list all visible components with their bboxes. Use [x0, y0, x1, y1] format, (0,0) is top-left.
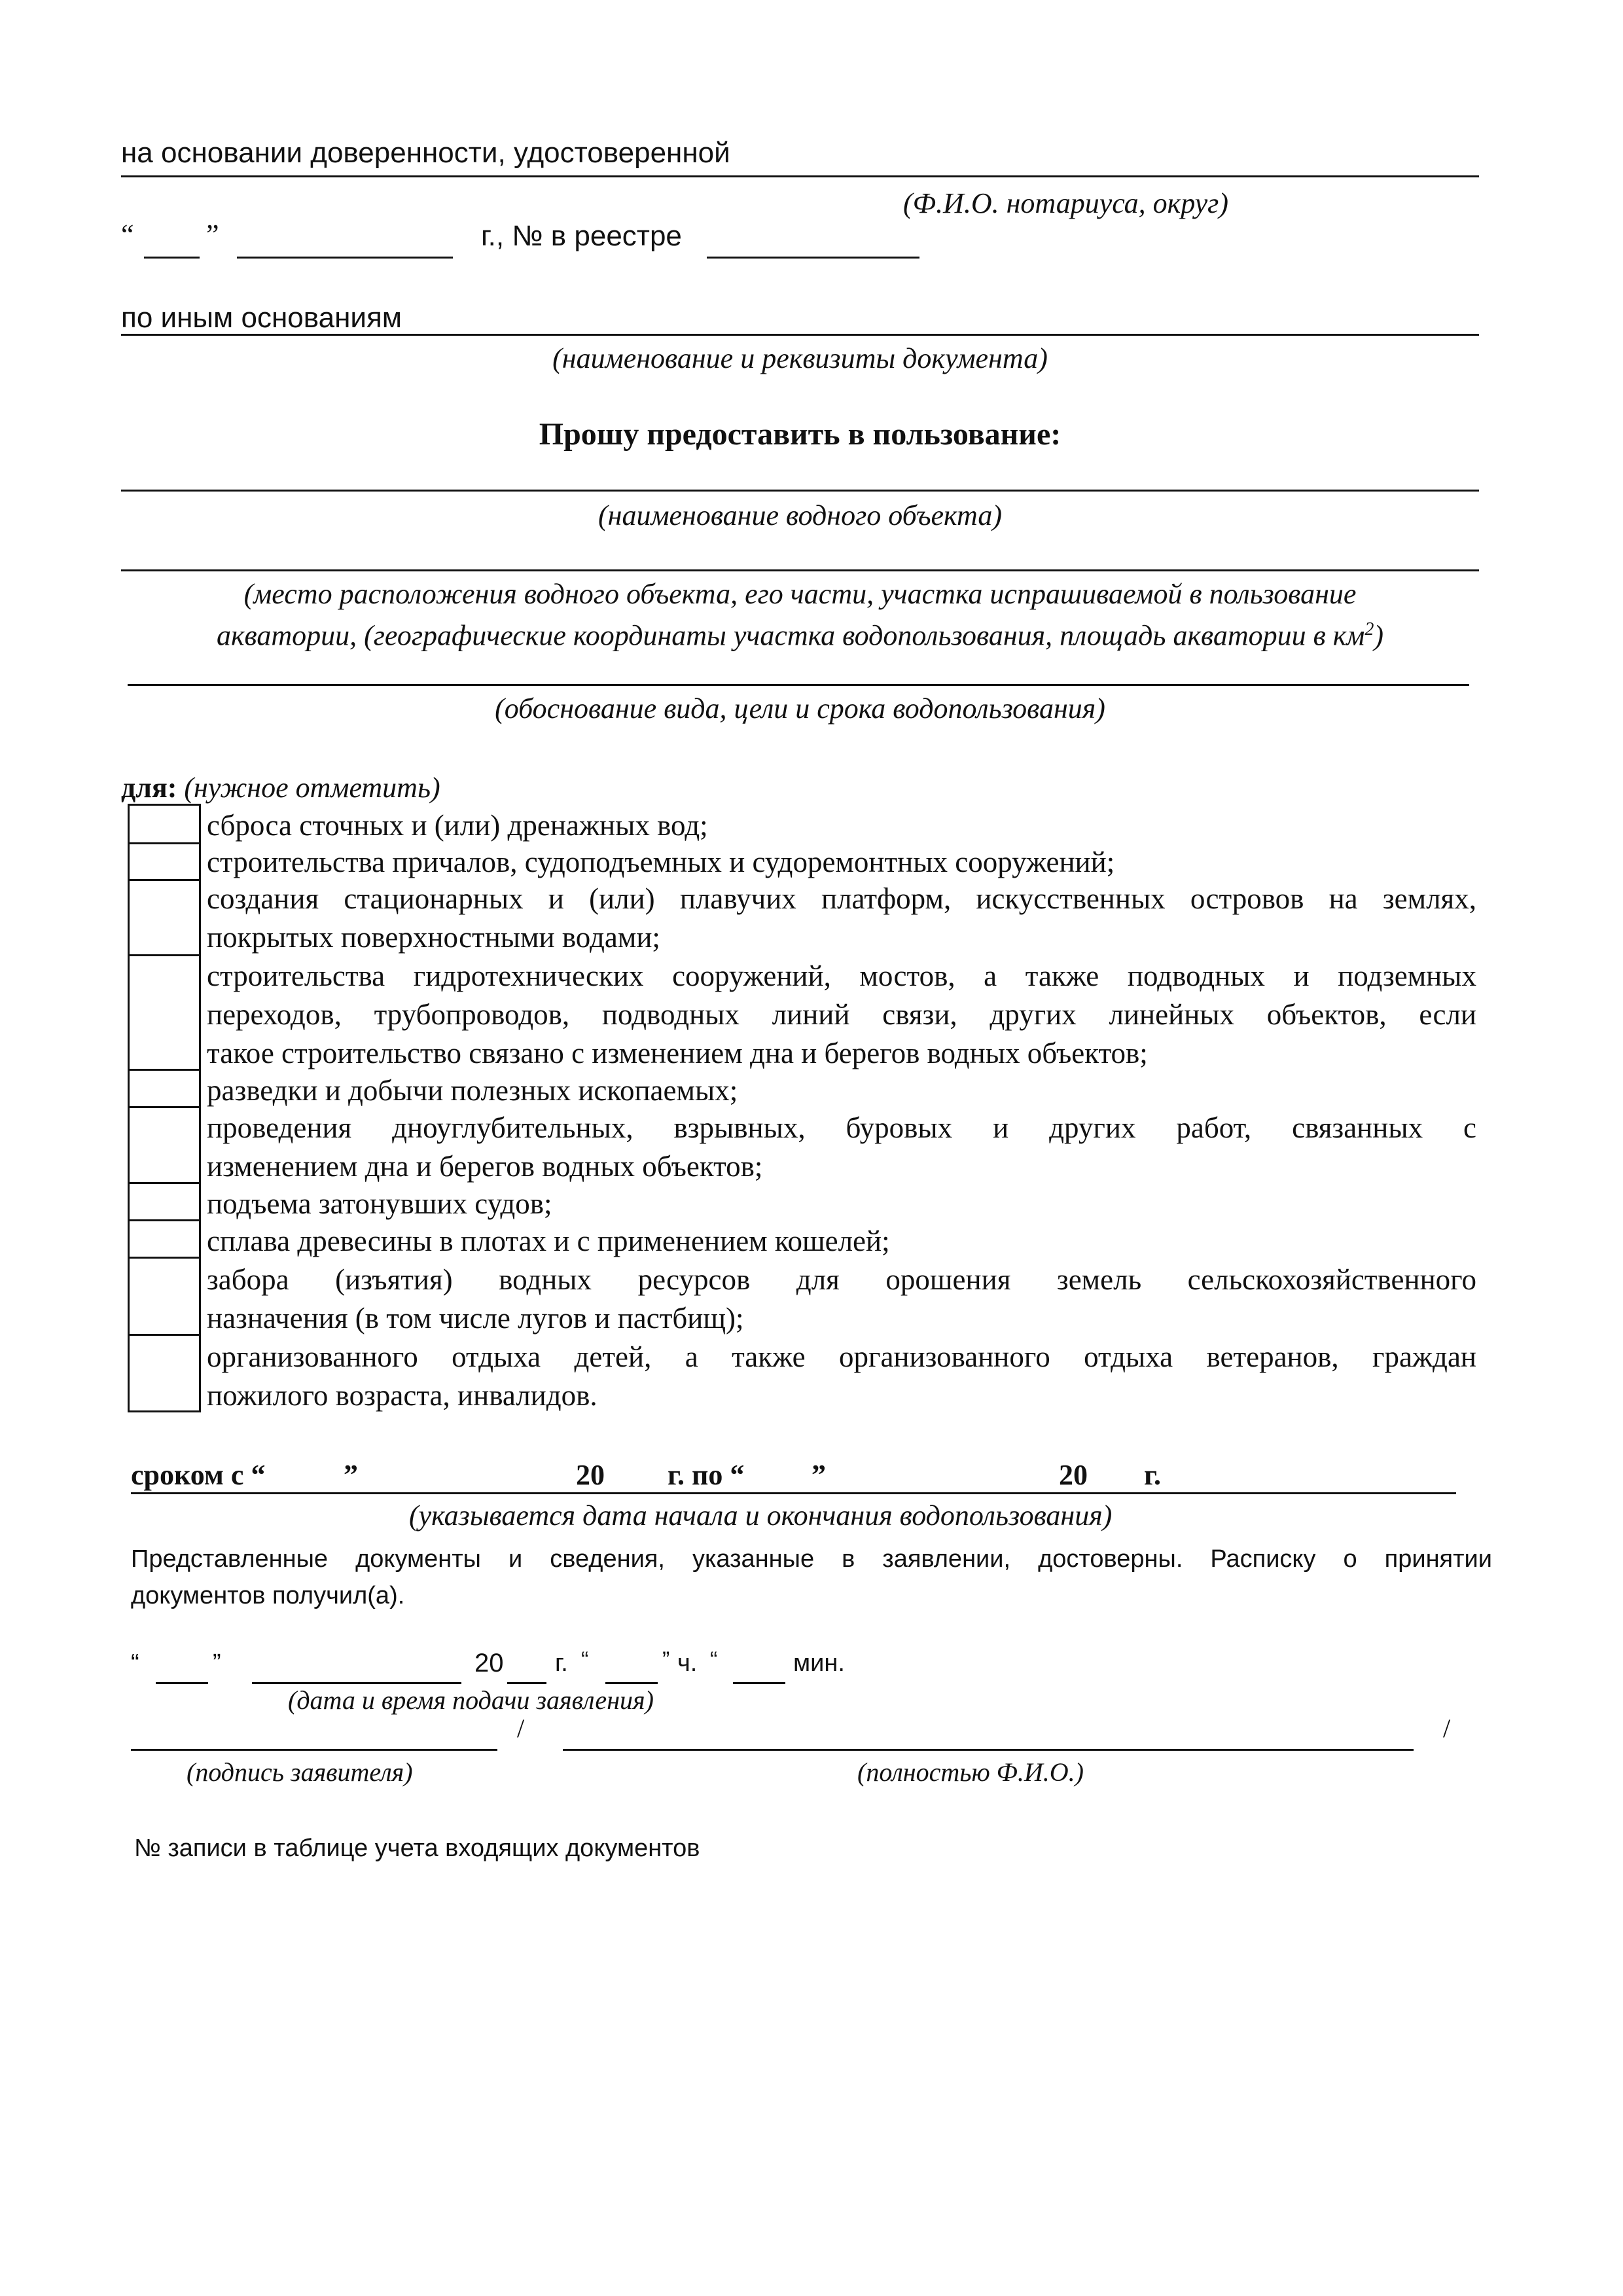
registry-note: № записи в таблице учета входящих документов: [134, 1835, 700, 1862]
purpose-checkbox[interactable]: [128, 1069, 201, 1108]
power-of-attorney-label: на основании доверенности, удостоверенной: [121, 137, 730, 169]
term-from-year-prefix: 20: [576, 1459, 605, 1491]
purpose-checkbox[interactable]: [128, 1257, 201, 1336]
location-caption-line1: (место расположения водного объекта, его части, участка испрашиваемой в пользование: [243, 578, 1357, 610]
purpose-checkbox[interactable]: [128, 842, 201, 881]
purpose-checkbox[interactable]: [128, 954, 201, 1071]
purpose-item: сброса сточных и (или) дренажных вод;: [207, 809, 708, 842]
purpose-item: разведки и добычи полезных ископаемых;: [207, 1074, 738, 1107]
full-name-caption: (полностью Ф.И.О.): [857, 1757, 1084, 1787]
notary-field[interactable]: [121, 175, 1479, 177]
submit-close-quote: ”: [213, 1649, 221, 1677]
submit-year-prefix: 20: [474, 1649, 504, 1677]
purpose-item: сплава древесины в плотах и с применением кошелей;: [207, 1225, 890, 1257]
term-to-close-quote: ”: [812, 1459, 826, 1491]
purpose-checkbox[interactable]: [128, 1106, 201, 1184]
term-to-label: г. по “: [668, 1459, 745, 1491]
water-object-caption: (наименование водного объекта): [597, 499, 1003, 531]
signature-field[interactable]: [131, 1749, 497, 1751]
purpose-checkbox[interactable]: [128, 1219, 201, 1259]
purposes-label: для:: [121, 772, 177, 804]
open-quote: “: [121, 219, 134, 251]
purpose-item: создания стационарных и (или) плавучих платформ, искусственных островов на землях, покрытых поверхностными водами;: [207, 882, 1476, 954]
signature-slash: /: [517, 1713, 525, 1743]
signature-caption: (подпись заявителя): [187, 1757, 413, 1787]
water-object-field[interactable]: [121, 490, 1479, 492]
submit-minutes-field[interactable]: [733, 1682, 785, 1684]
full-name-slash: /: [1443, 1713, 1451, 1743]
purpose-item: подъема затонувших судов;: [207, 1187, 552, 1220]
other-grounds-label: по иным основаниям: [121, 302, 402, 334]
purpose-item: организованного отдыха детей, а также организованного отдыха ветеранов, граждан пожилого возраста, инвалидов.: [207, 1340, 1476, 1412]
full-name-field[interactable]: [563, 1749, 1414, 1751]
registry-number-field[interactable]: [707, 257, 919, 259]
location-field[interactable]: [121, 569, 1479, 571]
declaration-line2: документов получил(а).: [131, 1582, 405, 1609]
year-registry-label: г., № в реестре: [481, 220, 682, 252]
basis-caption: (обоснование вида, цели и срока водопользования): [495, 692, 1105, 725]
submission-caption: (дата и время подачи заявления): [288, 1685, 654, 1715]
submit-hours-open-quote: “: [581, 1647, 589, 1672]
notary-caption: (Ф.И.О. нотариуса, округ): [903, 187, 1228, 219]
submit-year-suffix: г.: [555, 1649, 568, 1677]
submit-minutes-open-quote: “: [710, 1647, 718, 1672]
day-field[interactable]: [144, 257, 200, 259]
submit-minutes-label: мин.: [793, 1649, 845, 1677]
term-from-label: сроком с “: [131, 1459, 266, 1491]
purpose-item: строительства причалов, судоподъемных и судоремонтных сооружений;: [207, 846, 1115, 878]
month-year-field[interactable]: [237, 257, 453, 259]
submit-open-quote: “: [131, 1649, 139, 1677]
document-caption: (наименование и реквизиты документа): [552, 342, 1048, 374]
purpose-checkbox[interactable]: [128, 1182, 201, 1221]
term-caption: (указывается дата начала и окончания водопользования): [409, 1499, 1113, 1532]
declaration-line1: Представленные документы и сведения, указанные в заявлении, достоверны. Расписку о принятии: [131, 1545, 1492, 1573]
close-quote: ”: [206, 219, 219, 251]
submit-day-field[interactable]: [156, 1682, 208, 1684]
purpose-checkbox[interactable]: [128, 1334, 201, 1412]
term-from-close-quote: ”: [344, 1459, 358, 1491]
basis-field[interactable]: [128, 684, 1469, 686]
purpose-item: строительства гидротехнических сооружений, мостов, а также подводных и подземных переходов, трубопроводов, подводных линий связи, других линейных объектов, если такое строительство связано с изменением дна и берегов водных объектов;: [207, 960, 1476, 1069]
term-to-year-prefix: 20: [1059, 1459, 1088, 1491]
purpose-item: забора (изъятия) водных ресурсов для орошения земель сельскохозяйственного назначения (в том числе лугов и пастбищ);: [207, 1263, 1476, 1335]
purpose-checkbox[interactable]: [128, 804, 201, 844]
submit-hours-close-quote: ”: [662, 1647, 670, 1672]
location-caption-line2: акватории, (географические координаты участка водопользования, площадь акватории в $км^2$): [216, 619, 1384, 652]
submit-hours-label: ч.: [677, 1649, 698, 1677]
request-title: Прошу предоставить в пользование:: [539, 417, 1061, 452]
term-to-year-suffix: г.: [1144, 1459, 1162, 1491]
purpose-item: проведения дноуглубительных, взрывных, буровых и других работ, связанных с изменением дна и берегов водных объектов;: [207, 1111, 1476, 1183]
purposes-heading: [121, 771, 440, 805]
purpose-checkbox[interactable]: [128, 879, 201, 956]
other-grounds-field[interactable]: [121, 334, 1479, 336]
term-field[interactable]: [131, 1492, 1456, 1494]
purposes-hint: (нужное отметить): [184, 772, 440, 804]
